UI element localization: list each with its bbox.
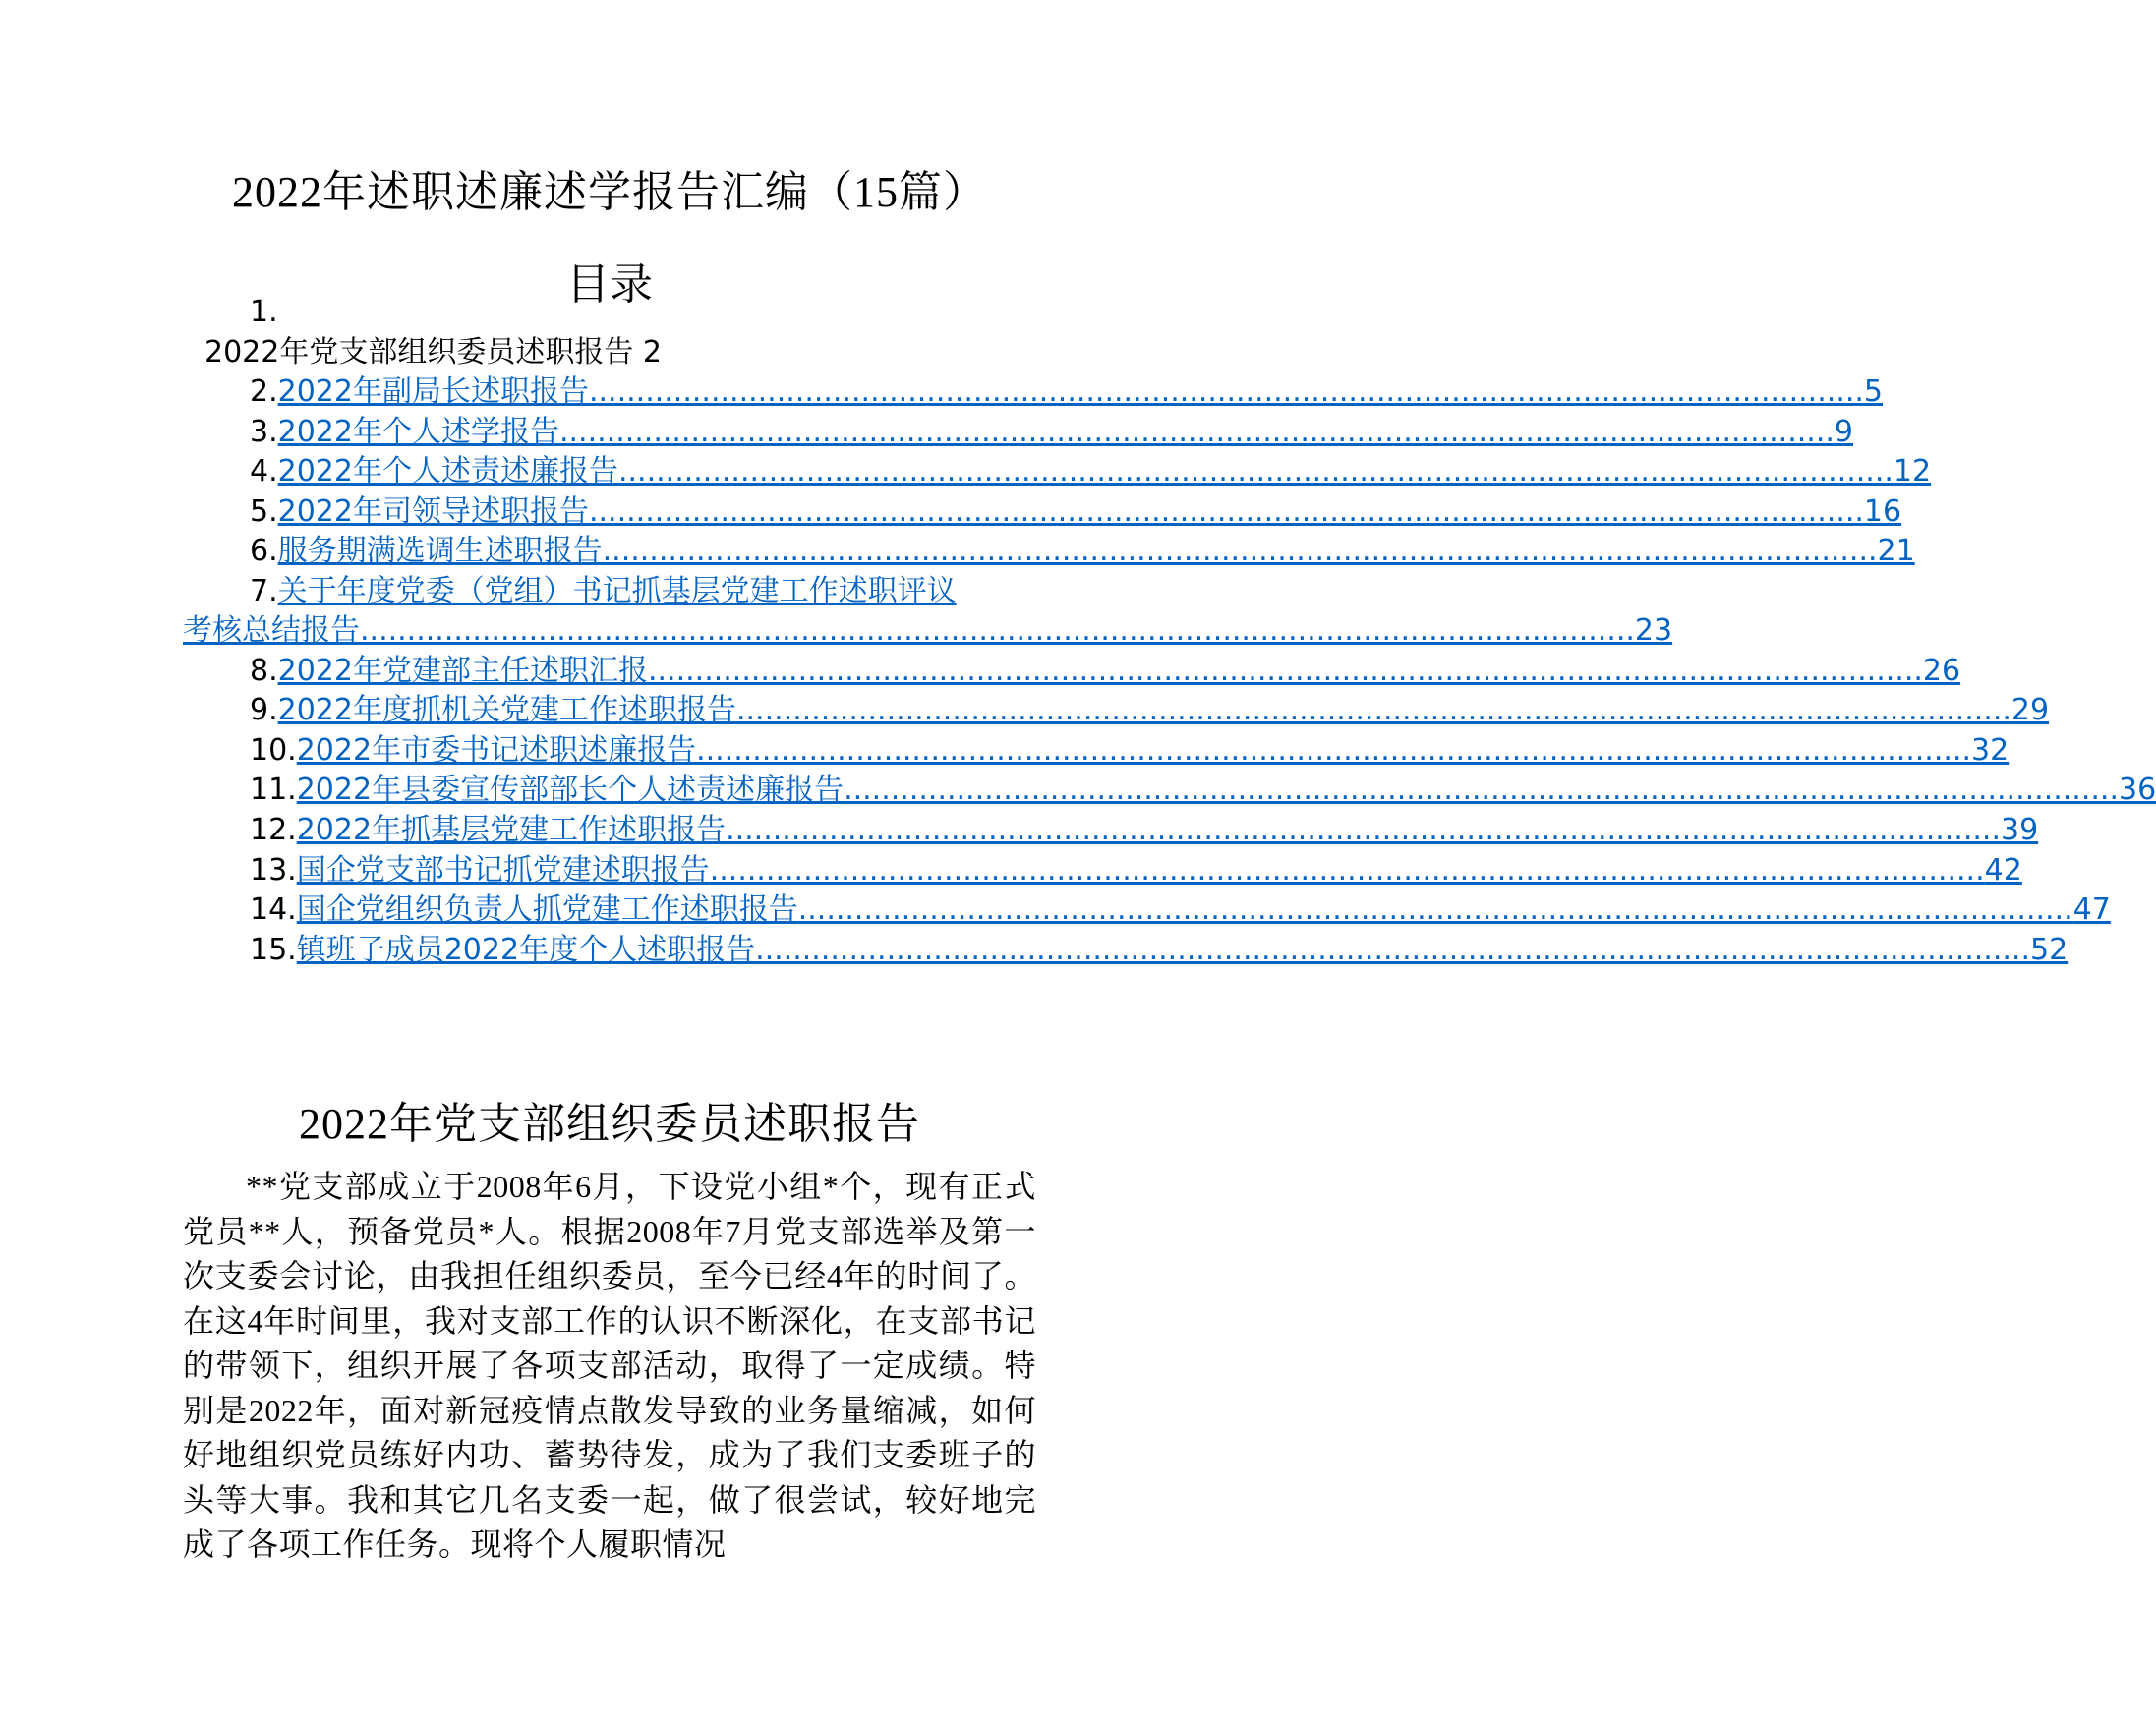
toc-entry-link[interactable]: 关于年度党委（党组）书记抓基层党建工作述职评议 xyxy=(277,574,957,608)
toc-entry-link[interactable] xyxy=(278,691,2049,730)
toc-entry-title: 2022年抓基层党建工作述职报告 xyxy=(296,813,727,847)
toc-entry-link[interactable] xyxy=(278,413,1853,452)
toc-leader-dots: ........................................................................................................................................ xyxy=(360,613,1635,648)
toc-entry-number: 7. xyxy=(250,574,278,608)
toc-entry-link[interactable] xyxy=(278,452,1931,491)
toc-entry-link[interactable] xyxy=(278,492,1901,532)
toc-leader-dots: ........................................................................................................................................ xyxy=(726,813,2001,847)
toc-entry-number: 12. xyxy=(250,813,297,847)
toc-entry-number: 2. xyxy=(250,374,278,409)
toc-leader-dots: ........................................................................................................................................ xyxy=(558,415,1835,449)
toc-entry-number: 4. xyxy=(250,454,278,488)
toc-leader-dots: ........................................................................................................................................ xyxy=(647,654,1923,688)
toc-entry-title: 国企党组织负责人抓党建工作述职报告 xyxy=(296,892,798,927)
toc-entry-title: 2022年司领导述职报告 xyxy=(277,494,589,529)
toc-entry-title: 镇班子成员2022年度个人述职报告 xyxy=(296,933,756,967)
toc-leader-dots: ........................................................................................................................................ xyxy=(617,454,1894,488)
toc-entry-title: 国企党支部书记抓党建述职报告 xyxy=(296,853,710,888)
toc-entry-link[interactable] xyxy=(297,851,2022,891)
toc-entry xyxy=(250,492,1902,532)
toc-entry-link[interactable] xyxy=(297,731,2009,771)
document-title: 2022年述职述廉述学报告汇编（15篇） xyxy=(232,168,987,216)
toc-entry-title: 考核总结报告 xyxy=(183,613,360,648)
toc-entry-page: 29 xyxy=(2010,693,2050,727)
toc-entry-1-number: 1. xyxy=(250,295,278,329)
toc-entry xyxy=(250,413,1853,452)
toc-entry-page: 9 xyxy=(1834,415,1853,449)
toc-entry-page: 16 xyxy=(1863,494,1902,529)
toc-entry xyxy=(250,652,1961,691)
toc-entry-link[interactable] xyxy=(297,811,2038,850)
toc-entry-wrapped-line1 xyxy=(250,572,1036,611)
toc-leader-dots: ........................................................................................................................................ xyxy=(696,733,1971,768)
toc-leader-dots: ........................................................................................................................................ xyxy=(588,374,1864,409)
toc-entry xyxy=(250,731,2010,771)
toc-entry xyxy=(250,931,2069,970)
toc-entry-page: 42 xyxy=(1984,853,2022,888)
toc-entry-number: 11. xyxy=(250,773,297,807)
toc-entry-number: 13. xyxy=(250,853,297,888)
toc-entry-link[interactable] xyxy=(278,652,1960,691)
toc-entry-title: 2022年县委宣传部部长个人述责述廉报告 xyxy=(296,773,845,807)
toc-entry-page: 5 xyxy=(1863,374,1883,409)
toc-entry-page: 26 xyxy=(1922,654,1961,688)
toc-entry-link[interactable] xyxy=(278,532,1915,571)
toc-leader-dots: ........................................................................................................................................ xyxy=(709,853,1985,888)
toc-entry-title: 2022年市委书记述职述廉报告 xyxy=(296,733,697,768)
toc-entry-title: 2022年副局长述职报告 xyxy=(277,374,589,409)
section-title: 2022年党支部组织委员述职报告 xyxy=(299,1100,920,1148)
toc-entry-number: 10. xyxy=(250,733,297,768)
toc-entry-title: 2022年度抓机关党建工作述职报告 xyxy=(277,693,736,727)
toc-entry-number: 5. xyxy=(250,494,278,529)
toc-entry-title: 2022年党建部主任述职汇报 xyxy=(277,654,648,688)
toc-entry xyxy=(250,452,1932,491)
toc-entry-page: 52 xyxy=(2030,933,2069,967)
toc-entry-link[interactable] xyxy=(278,373,1883,412)
toc-entry-page: 32 xyxy=(1971,733,2010,768)
toc-leader-dots: ........................................................................................................................................ xyxy=(755,933,2030,967)
toc-entry-number: 3. xyxy=(250,415,278,449)
toc-entry-link[interactable] xyxy=(297,771,2156,810)
toc-entry-title: 2022年个人述责述廉报告 xyxy=(277,454,618,488)
toc-leader-dots: ........................................................................................................................................ xyxy=(735,693,2011,727)
toc-entry-page: 47 xyxy=(2072,892,2111,927)
toc-leader-dots: ........................................................................................................................................ xyxy=(797,892,2073,927)
toc-entry-number: 15. xyxy=(250,933,297,967)
toc-entry-title: 2022年个人述学报告 xyxy=(277,415,559,449)
toc-entry xyxy=(250,532,1915,571)
toc-entry-wrapped-line2 xyxy=(183,611,1673,651)
toc-leader-dots: ........................................................................................................................................ xyxy=(588,494,1864,529)
toc-entry-number: 6. xyxy=(250,534,278,568)
toc-entry-page: 39 xyxy=(2001,813,2039,847)
toc-entry-link[interactable] xyxy=(297,891,2111,930)
toc-entry-link[interactable] xyxy=(297,931,2068,970)
toc-entry-title: 服务期满选调生述职报告 xyxy=(277,534,603,568)
toc-entry-page: 23 xyxy=(1634,613,1673,648)
toc-entry xyxy=(250,373,1883,412)
body-paragraph: **党支部成立于2008年6月，下设党小组*个，现有正式党员**人，预备党员*人。根据2008年7月党支部选举及第一次支委会讨论，由我担任组织委员，至今已经4年的时间了。在这4年时间里，我对支部工作的认识不断深化，在支部书记的带领下，组织开展了各项支部活动，取得了一定成绩。特别是2022年，面对新冠疫情点散发导致的业务量缩减，如何好地组织党员练好内功、蓄势待发，成为了我们支委班子的头等大事。我和其它几名支委一起，做了很尝试，较好地完成了各项工作任务。现将个人履职情况 xyxy=(183,1169,1036,1562)
toc-heading: 目录 xyxy=(566,259,653,310)
toc-entry-page: 21 xyxy=(1877,534,1915,568)
toc-entry xyxy=(250,691,2050,730)
toc-entry xyxy=(250,771,2156,810)
toc-entry xyxy=(250,851,2022,891)
toc-entry-link[interactable] xyxy=(183,611,1672,651)
toc-leader-dots: ........................................................................................................................................ xyxy=(602,534,1878,568)
toc-entry-page: 36 xyxy=(2119,773,2156,807)
toc-leader-dots: ........................................................................................................................................ xyxy=(844,773,2119,807)
toc-entry xyxy=(250,811,2039,850)
toc-entry-1-text: 2022年党支部组织委员述职报告 2 xyxy=(204,335,662,370)
toc-entry-number: 8. xyxy=(250,654,278,688)
toc-entry-number: 9. xyxy=(250,693,278,727)
toc-entry-number: 14. xyxy=(250,892,297,927)
toc-entry-page: 12 xyxy=(1893,454,1932,488)
toc-entry xyxy=(250,891,2111,930)
